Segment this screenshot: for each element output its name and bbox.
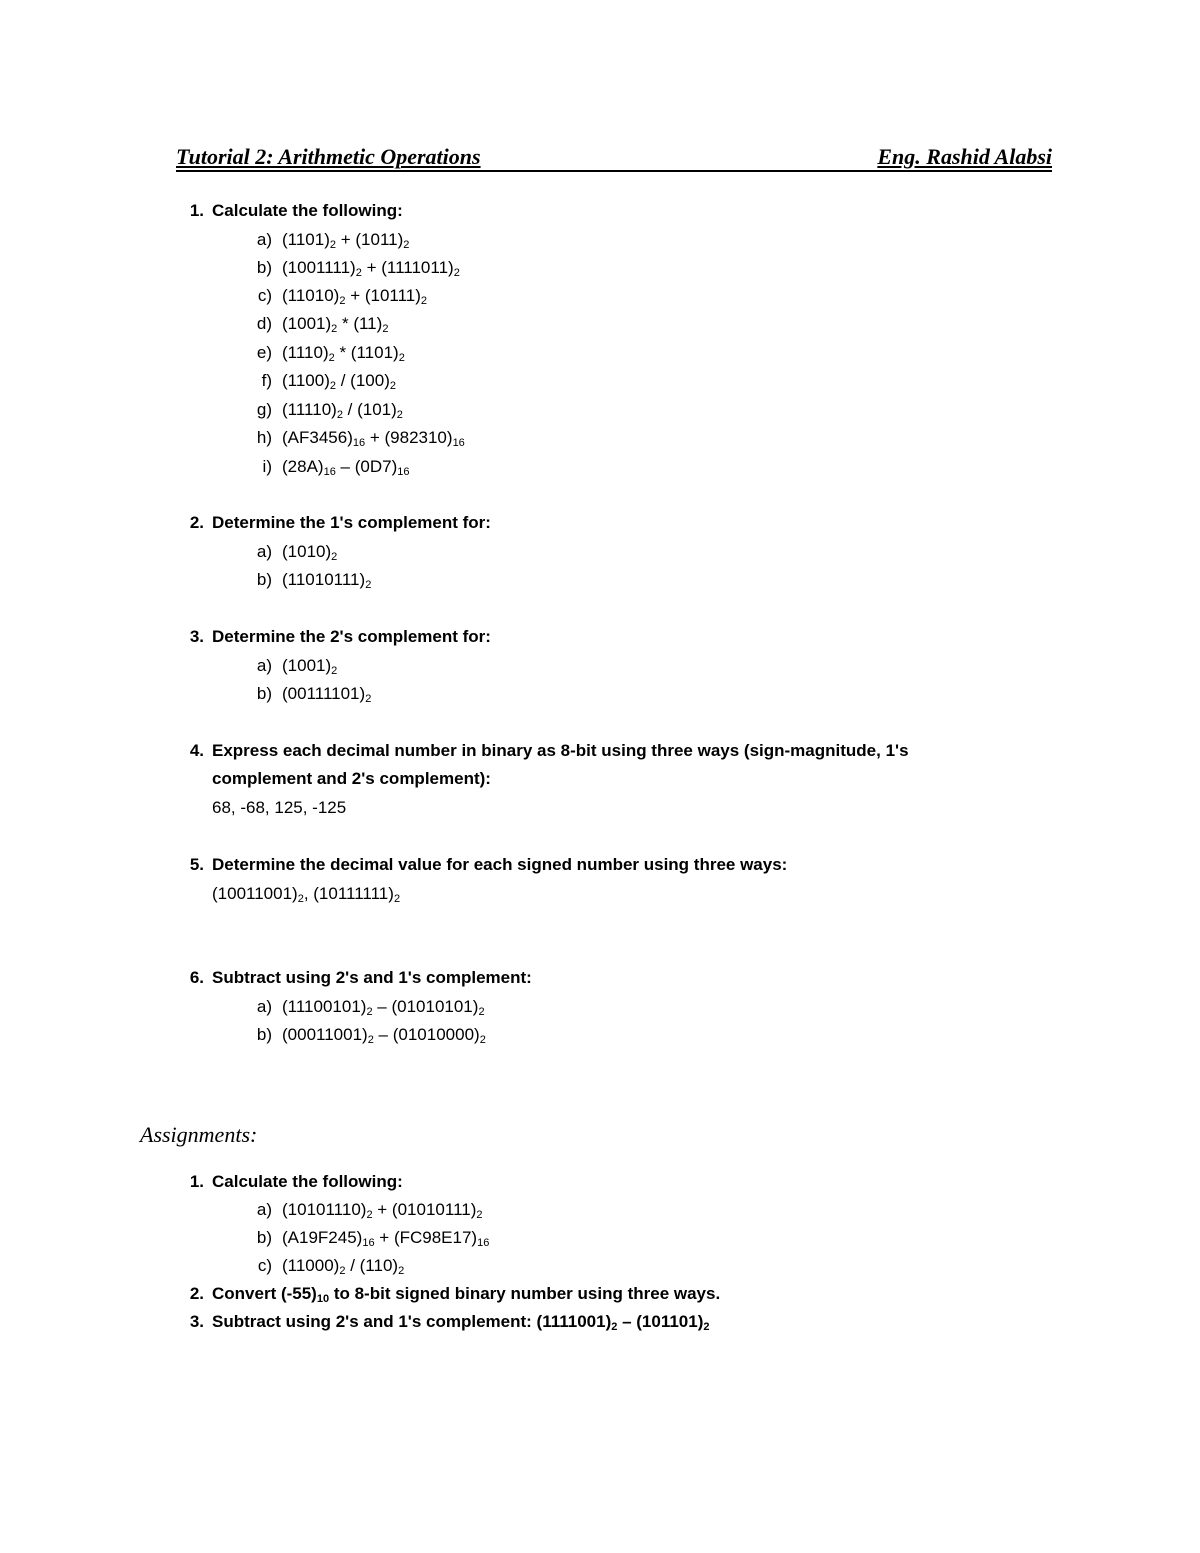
list-item: d) $(1001)_2 * (11)_2$ [256,314,389,335]
list-item: a) $(1001)_2$ [256,656,338,677]
question-5: 5. Determine the decimal value for each signed number using three ways: [189,855,788,874]
question-4-values: 68, -68, 125, -125 [212,798,347,817]
list-item: i) $(28A)_{16} - (0D7)_{16}$ [262,457,410,478]
list-item: b) $(00011001)_2 - (01010000)_2$ [256,1025,486,1046]
question-1: 1. Calculate the following: [189,201,403,220]
list-item: f) $(1100)_2 / (100)_2$ [261,371,396,392]
list-item: h) $(AF3456)_{16} + (982310)_{16}$ [256,428,465,449]
list-item: b) $(A19F245)_{16} + (FC98E17)_{16}$ [256,1228,490,1249]
list-item: b) $(00111101)_2$ [256,684,372,705]
list-item: a) $(10101110)_2 + (01010111)_2$ [256,1200,483,1221]
question-4-line-2: complement and 2's complement): [212,769,491,788]
author-name: Eng. Rashid Alabsi [877,144,1052,169]
list-item: b) $(11010111)_2$ [256,570,372,591]
list-item: c) $(11010)_2 + (10111)_2$ [257,286,428,307]
list-item: a) $(1101)_2 + (1011)_2$ [256,230,410,251]
list-item: a) $(1010)_2$ [256,542,338,563]
page-header [176,140,1052,172]
question-5-values: $(10011001)_2$, $(10111111)_2$ [212,884,401,905]
assignments-heading: Assignments: [140,1122,258,1147]
question-2: 2. Determine the 1's complement for: [189,513,491,532]
assignment-2: 2. Convert $(-55)_{10}$ to 8-bit signed binary number using three ways. [189,1284,721,1305]
question-3: 3. Determine the 2's complement for: [189,627,491,646]
assignment-1: 1. Calculate the following: [189,1172,403,1191]
list-item: c) $(11000)_2 / (110)_2$ [257,1256,405,1277]
page-title: Tutorial 2: Arithmetic Operations [176,144,481,169]
list-item: b) $(1001111)_2 + (1111011)_2$ [256,258,460,279]
list-item: a) $(11100101)_2 - (01010101)_2$ [256,997,485,1018]
question-6: 6. Subtract using 2's and 1's complement: [189,968,532,987]
assignment-3: 3. Subtract using 2's and 1's complement: $(1111001)_2 - (101101)_2$ [189,1312,710,1333]
list-item: e) $(1110)_2 * (1101)_2$ [256,343,405,364]
list-item: g) $(11110)_2 / (101)_2$ [256,400,403,421]
question-4: 4. Express each decimal number in binary as 8-bit using three ways (sign-magnitude, 1's [189,741,909,760]
